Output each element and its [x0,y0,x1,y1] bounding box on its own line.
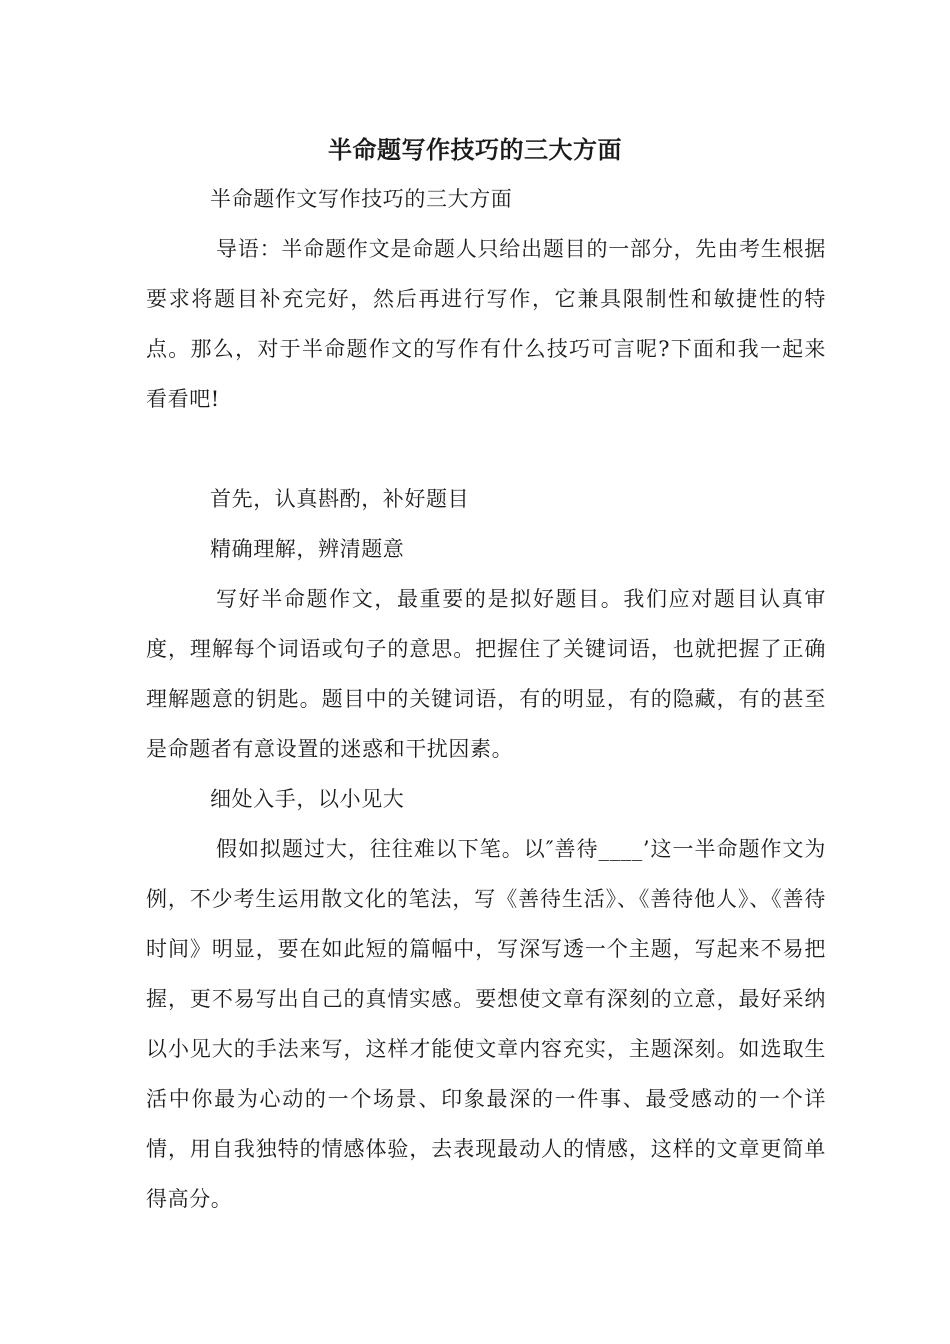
document-body-main [146,474,826,1224]
document-title: 半命题写作技巧的三大方面 [328,135,622,164]
document-subtitle: 半命题作文写作技巧的三大方面 [210,187,513,211]
subsection-paragraph-understand: 写好半命题作文，最重要的是拟好题目。我们应对题目认真审度，理解每个词语或句子的意思。把握住了关键词语，也就把握了正确理解题意的钥匙。题目中的关键词语，有的明显，有的隐藏，有的甚至是命题者有意设置的迷惑和干扰因素。 [146,587,826,761]
intro-paragraph: 导语：半命题作文是命题人只给出题目的一部分，先由考生根据要求将题目补充完好，然后再进行写作，它兼具限制性和敏捷性的特点。那么，对于半命题作文的写作有什么技巧可言呢?下面和我一起来看看吧! [146,237,826,411]
document-body-top [146,174,826,424]
section-heading-first: 首先，认真斟酌，补好题目 [210,487,470,511]
subsection-heading-understand: 精确理解，辨清题意 [210,537,405,561]
subsection-paragraph-detail: 假如拟题过大，往往难以下笔。以″善待____’这一半命题作文为例，不少考生运用散文化的笔法，写《善待生活》、《善待他人》、《善待时间》明显，要在如此短的篇幅中，写深写透一个主题，写起来不易把握，更不易写出自己的真情实感。要想使文章有深刻的立意，最好采纳以小见大的手法来写，这样才能使文章内容充实，主题深刻。如选取生活中你最为心动的一个场景、印象最深的一件事、最受感动的一个详情，用自我独特的情感体验，去表现最动人的情感，这样的文章更简单得高分。 [146,837,826,1211]
subsection-heading-detail: 细处入手，以小见大 [210,787,405,811]
